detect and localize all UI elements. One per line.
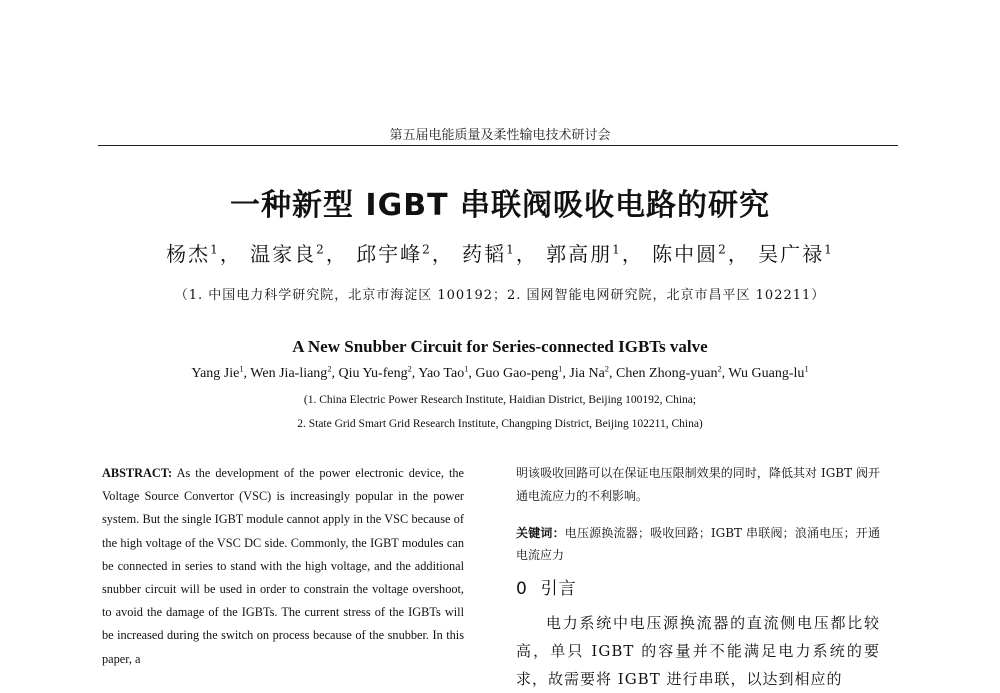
abstract-text: As the development of the power electronic device, the Voltage Source Convertor (VSC) is increasingly popular in the power system. But the single IGBT module cannot apply in the VSC because of the high voltage of the VSC DC side. Commonly, the IGBT modules can be connected in series to stand with the high voltage, and the additional snubber circuit will be used in order to constrain the voltage overshoot, to avoid the damage of the IGBTs. The current stress of the IGBTs will be increased during the switch on process because of the snubber. In this paper, a [102,466,464,666]
author-cn-affiliation-mark: 2 [718,242,728,257]
affiliation-en-2: 2. State Grid Smart Grid Research Institute, Changping District, Beijing 102211, China) [297,418,703,430]
keywords-text: 电压源换流器；吸收回路；IGBT 串联阀；浪涌电压；开通电流应力 [516,526,880,562]
author-cn-affiliation-mark: 1 [506,242,516,257]
author-cn-affiliation-mark: 1 [210,242,220,257]
author-list-cn: 杨杰$^1$， 温家良$^2$， 邱宇峰$^2$， 药韬$^1$， 郭高朋$^1$， 陈中圆$^2$， 吴广禄$^1$ [166,242,834,266]
author-en-name: Wu Guang-lu [728,366,805,381]
author-cn-name: 郭高朋 [546,242,613,266]
author-cn-affiliation-mark: 2 [422,242,432,257]
keywords [516,522,880,566]
author-en-affiliation-mark: 2 [327,364,332,374]
author-en-affiliation-mark: 2 [407,364,412,374]
author-list-en: Yang Jie$^1$, Wen Jia-liang$^2$, Qiu Yu-feng$^2$, Yao Tao$^1$, Guo Gao-peng$^1$, Jia Na$^2$, Chen Zhong-yuan$^2$, Wu Guang-$lu^1$ [191,364,809,381]
paper-title-en: A New Snubber Circuit for Series-connected IGBTs valve [292,337,708,356]
header-rule [98,145,898,146]
author-en-affiliation-mark: 2 [717,364,722,374]
author-cn-affiliation-mark: 2 [316,242,326,257]
keywords-label: 关键词： [516,526,565,540]
author-en-name: Jia Na [569,366,605,381]
author-en-affiliation-mark: 1 [239,364,244,374]
author-cn-name: 邱宇峰 [356,242,423,266]
abstract-en [102,462,464,671]
author-cn-affiliation-mark: 1 [824,242,834,257]
author-cn-name: 杨杰 [166,242,211,266]
intro-paragraph: 电力系统中电压源换流器的直流侧电压都比较高，单只 IGBT 的容量并不能满足电力系统的要求，故需要将 IGBT 进行串联，以达到相应的 [516,614,880,688]
author-cn-name: 药韬 [462,242,507,266]
abstract-cn-continued: 明该吸收回路可以在保证电压限制效果的同时，降低其对 IGBT 阀开通电流应力的不利影响。 [516,466,880,503]
author-en-name: Wen Jia-liang [250,366,328,381]
author-en-name: Chen Zhong-yuan [615,366,718,381]
running-header: 第五届电能质量及柔性输电技术研讨会 [389,128,611,143]
section-title: 引言 [540,579,577,599]
author-en-affiliation-mark: 2 [604,364,609,374]
author-en-name: Guo Gao-peng [475,366,559,381]
author-cn-name: 吴广禄 [758,242,825,266]
section-heading [516,574,880,599]
paper-title-cn: 一种新型 IGBT 串联阀吸收电路的研究 [229,188,770,223]
abstract-label: ABSTRACT: [102,466,173,480]
author-en-affiliation-mark: 1 [464,364,469,374]
author-en-affiliation-mark: 1 [804,364,809,374]
author-cn-name: 陈中圆 [652,242,719,266]
author-en-name: Qiu Yu-feng [338,366,408,381]
author-cn-affiliation-mark: 1 [612,242,622,257]
author-en-affiliation-mark: 1 [558,364,563,374]
right-column [516,462,880,693]
author-en-name: Yang Jie [191,366,240,381]
section-number: 0 [516,579,528,599]
affiliations-cn: （1. 中国电力科学研究院，北京市海淀区 100192；2. 国网智能电网研究院，北京市昌平区 102211） [174,288,826,303]
author-cn-name: 温家良 [250,242,317,266]
author-en-name: Yao Tao [418,366,465,381]
affiliation-en-1: (1. China Electric Power Research Institute, Haidian District, Beijing 100192, China; [303,394,697,406]
